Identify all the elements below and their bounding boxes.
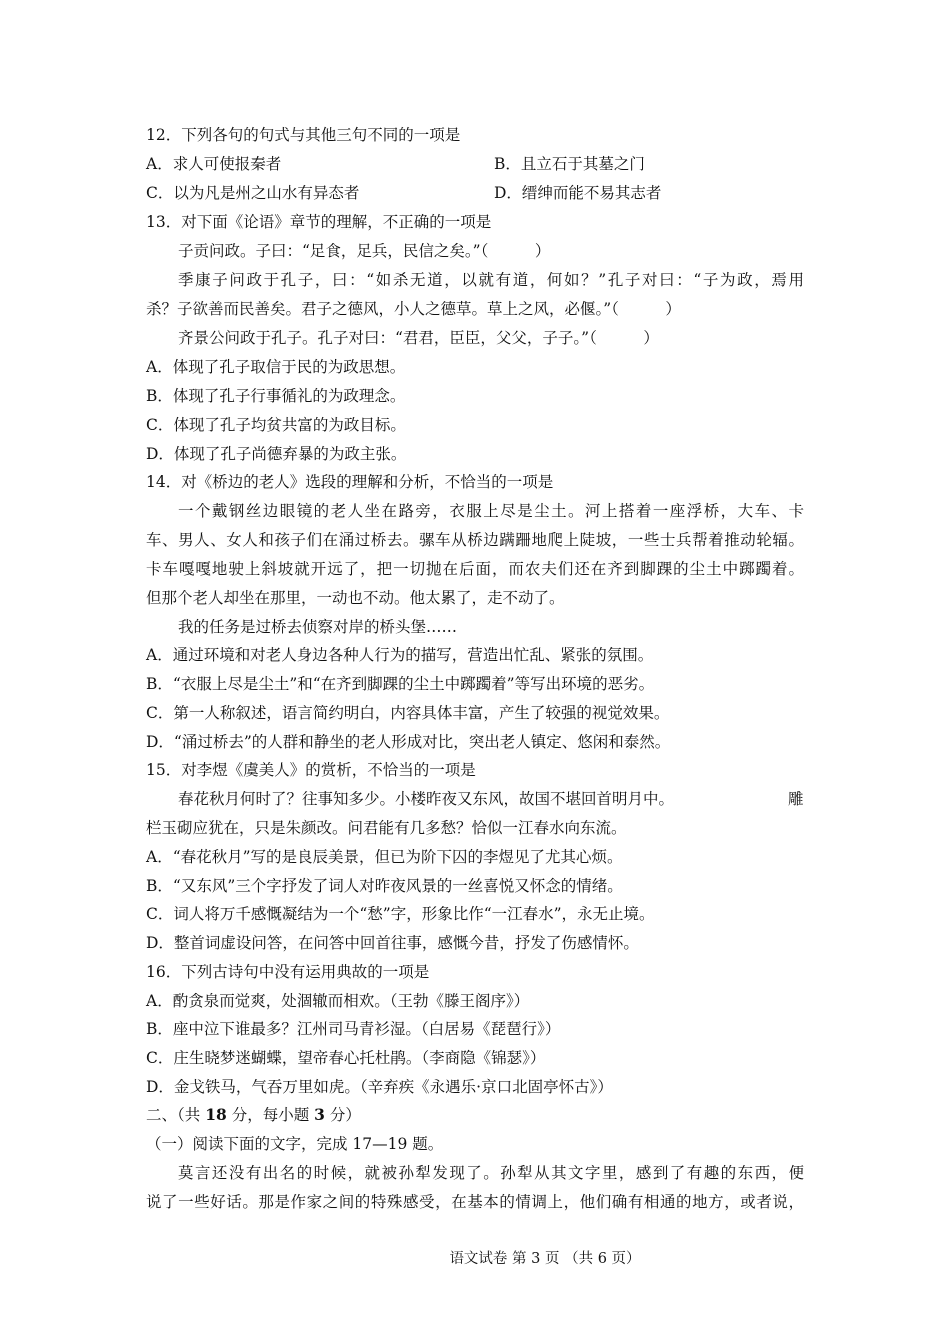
q16-option-d: D．金戈铁马，气吞万里如虎。（辛弃疾《永遇乐·京口北固亭怀古》） bbox=[146, 1078, 613, 1096]
section-2-mid: 分，每小题 bbox=[226, 1106, 315, 1124]
q14-option-a: A．通过环境和对老人身边各种人行为的描写，营造出忙乱、紧张的氛围。 bbox=[146, 646, 654, 664]
q13-passage-1: 子贡问政。子曰：“足食，足兵，民信之矣。”（ ） bbox=[178, 242, 551, 260]
q14-passage-1a: 一个戴钢丝边眼镜的老人坐在路旁，衣服上尽是尘土。河上搭着一座浮桥，大车、卡 bbox=[178, 502, 804, 520]
q14-passage-1c: 卡车嘎嘎地驶上斜坡就开远了，把一切抛在后面，而农夫们还在齐到脚踝的尘土中踯躅着。 bbox=[146, 560, 804, 578]
q15-stem: 15．对李煜《虞美人》的赏析，不恰当的一项是 bbox=[146, 761, 476, 779]
q15-option-b: B．“又东风”三个字抒发了词人对昨夜风景的一丝喜悦又怀念的情绪。 bbox=[146, 877, 623, 895]
q15-poem-line-2: 栏玉砌应犹在，只是朱颜改。问君能有几多愁？恰似一江春水向东流。 bbox=[146, 819, 627, 837]
q16-stem: 16．下列古诗句中没有运用典故的一项是 bbox=[146, 963, 430, 981]
q12-option-d: D．缙绅而能不易其志者 bbox=[494, 184, 662, 202]
q14-passage-1b: 车、男人、女人和孩子们在涌过桥去。骡车从桥边蹒跚地爬上陡坡，一些士兵帮着推动轮辐。 bbox=[146, 531, 804, 549]
q14-option-d: D．“涌过桥去”的人群和静坐的老人形成对比，突出老人镇定、悠闲和泰然。 bbox=[146, 733, 671, 751]
q15-poem-line-1-end: 雕 bbox=[788, 790, 804, 808]
q14-passage-1d: 但那个老人却坐在那里，一动也不动。他太累了，走不动了。 bbox=[146, 589, 565, 607]
q13-option-d: D．体现了孔子尚德弃暴的为政主张。 bbox=[146, 445, 407, 463]
q14-passage-2: 我的任务是过桥去侦察对岸的桥头堡…… bbox=[178, 618, 458, 636]
section-2-heading bbox=[146, 1103, 361, 1125]
section-2-each: 3 bbox=[314, 1105, 325, 1124]
page-footer: 语文试卷 第 3 页 （共 6 页） bbox=[449, 1251, 641, 1267]
q15-poem-line-1: 春花秋月何时了？往事知多少。小楼昨夜又东风，故国不堪回首明月中。 bbox=[178, 790, 675, 808]
section-2-post: 分） bbox=[324, 1106, 361, 1124]
q15-option-a: A．“春花秋月”写的是良辰美景，但已为阶下囚的李煜见了尤其心烦。 bbox=[146, 848, 623, 866]
q16-option-b: B．座中泣下谁最多？江州司马青衫湿。（白居易《琵琶行》） bbox=[146, 1020, 561, 1038]
part-1-passage-b: 说了一些好话。那是作家之间的特殊感受，在基本的情调上，他们确有相通的地方，或者说， bbox=[146, 1193, 804, 1211]
q13-passage-2b: 杀？子欲善而民善矣。君子之德风，小人之德草。草上之风，必偃。”（ ） bbox=[146, 300, 681, 318]
q14-option-b: B．“衣服上尽是尘土”和“在齐到脚踝的尘土中踯躅着”等写出环境的恶劣。 bbox=[146, 675, 655, 693]
q15-option-c: C．词人将万千感慨凝结为一个“愁”字，形象比作“一江春水”，永无止境。 bbox=[146, 905, 655, 923]
q13-option-b: B．体现了孔子行事循礼的为政理念。 bbox=[146, 387, 406, 405]
q14-option-c: C．第一人称叙述，语言简约明白，内容具体丰富，产生了较强的视觉效果。 bbox=[146, 704, 670, 722]
q12-stem: 12．下列各句的句式与其他三句不同的一项是 bbox=[146, 126, 461, 144]
q12-option-b: B．且立石于其墓之门 bbox=[494, 155, 645, 173]
part-1-title: （一）阅读下面的文字，完成 17—19 题。 bbox=[146, 1135, 444, 1153]
q13-option-a: A．体现了孔子取信于民的为政思想。 bbox=[146, 358, 406, 376]
section-2-pre: 二、（共 bbox=[146, 1106, 206, 1124]
q13-option-c: C．体现了孔子均贫共富的为政目标。 bbox=[146, 416, 406, 434]
q16-option-c: C．庄生晓梦迷蝴蝶，望帝春心托杜鹃。（李商隐《锦瑟》） bbox=[146, 1049, 546, 1067]
q14-stem: 14．对《桥边的老人》选段的理解和分析，不恰当的一项是 bbox=[146, 473, 554, 491]
section-2-score: 18 bbox=[205, 1105, 227, 1124]
q13-passage-3: 齐景公问政于孔子。孔子对曰：“君君，臣臣，父父，子子。”（ ） bbox=[178, 329, 659, 347]
q16-option-a: A．酌贪泉而觉爽，处涸辙而相欢。（王勃《滕王阁序》） bbox=[146, 992, 530, 1010]
part-1-passage-a: 莫言还没有出名的时候，就被孙犁发现了。孙犁从其文字里，感到了有趣的东西，便 bbox=[178, 1164, 804, 1182]
q15-option-d: D．整首词虚设问答，在问答中回首往事，感慨今昔，抒发了伤感情怀。 bbox=[146, 934, 639, 952]
q12-option-c: C．以为凡是州之山水有异态者 bbox=[146, 184, 360, 202]
q13-passage-2a: 季康子问政于孔子，曰：“如杀无道，以就有道，何如？”孔子对曰：“子为政，焉用 bbox=[178, 271, 804, 289]
q13-stem: 13．对下面《论语》章节的理解，不正确的一项是 bbox=[146, 213, 492, 231]
q12-option-a: A．求人可使报秦者 bbox=[146, 155, 282, 173]
